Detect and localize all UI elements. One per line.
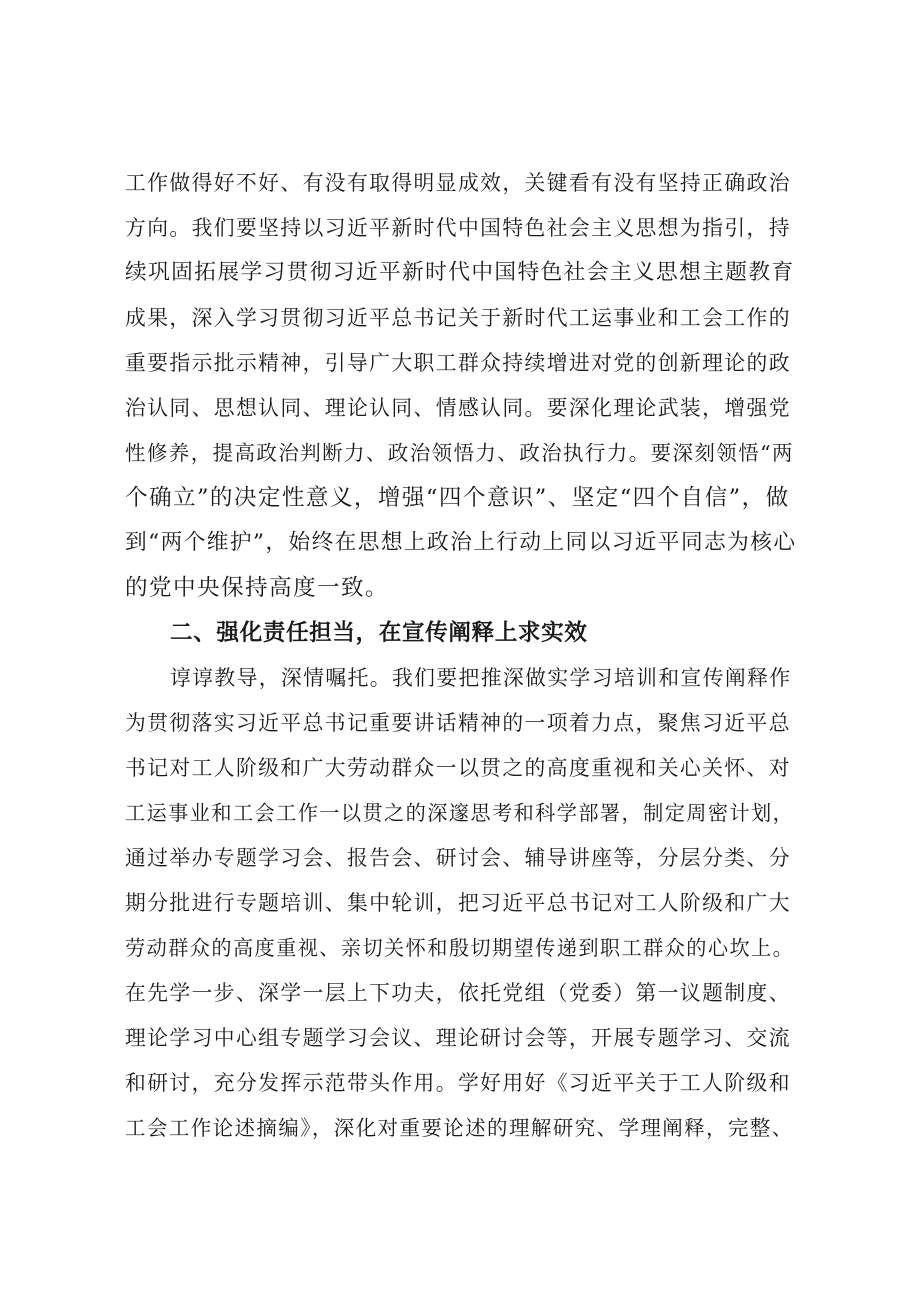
body-text-line: 到“两个维护”，始终在思想上政治上行动上同以习近平同志为核心: [125, 530, 797, 555]
body-text-line: 个确立”的决定性意义，增强“四个意识”、坚定“四个自信”，做: [125, 485, 790, 511]
body-text-line: 为贯彻落实习近平总书记重要讲话精神的一项着力点，聚焦习近平总: [125, 711, 791, 735]
body-text-line: 理论学习中心组专题学习会议、理论研讨会等，开展专题学习、交流: [125, 1026, 791, 1050]
body-text-line: 重要指示批示精神，引导广大职工群众持续增进对党的创新理论的政: [125, 351, 791, 375]
body-text-line: 的党中央保持高度一致。: [125, 575, 389, 601]
body-text-line: 成果，深入学习贯彻习近平总书记关于新时代工运事业和工会工作的: [125, 306, 791, 330]
body-text-line: 工作做得好不好、有没有取得明显成效，关键看有没有坚持正确政治: [125, 171, 791, 195]
body-text-line: 工运事业和工会工作一以贯之的深邃思考和科学部署，制定周密计划，: [125, 801, 795, 825]
body-text-line: 在先学一步、深学一层上下功夫，依托党组（党委）第一议题制度、: [125, 981, 791, 1005]
body-text-line: 工会工作论述摘编》，深化对重要论述的理解研究、学理阐释，完整、: [125, 1116, 794, 1140]
body-text-line: 方向。我们要坚持以习近平新时代中国特色社会主义思想为指引，持: [125, 216, 791, 240]
body-text-line: 续巩固拓展学习贯彻习近平新时代中国特色社会主义思想主题教育: [125, 260, 795, 285]
body-text-line: 谆谆教导，深情嘱托。我们要把推深做实学习培训和宣传阐释作: [170, 666, 792, 690]
body-text-line: 性修养，提高政治判断力、政治领悟力、政治执行力。要深刻领悟“两: [125, 441, 794, 465]
section-heading: 二、强化责任担当，在宣传阐释上求实效: [170, 620, 588, 646]
body-text-line: 通过举办专题学习会、报告会、研讨会、辅导讲座等，分层分类、分: [125, 846, 791, 870]
body-text-line: 书记对工人阶级和广大劳动群众一以贯之的高度重视和关心关怀、对: [125, 756, 791, 780]
body-text-line: 和研讨，充分发挥示范带头作用。学好用好《习近平关于工人阶级和: [125, 1071, 791, 1095]
body-text-line: 劳动群众的高度重视、亲切关怀和殷切期望传递到职工群众的心坎上。: [125, 936, 795, 960]
body-text-line: 治认同、思想认同、理论认同、情感认同。要深化理论武装，增强党: [125, 396, 791, 420]
body-text-line: 期分批进行专题培训、集中轮训，把习近平总书记对工人阶级和广大: [125, 891, 791, 915]
